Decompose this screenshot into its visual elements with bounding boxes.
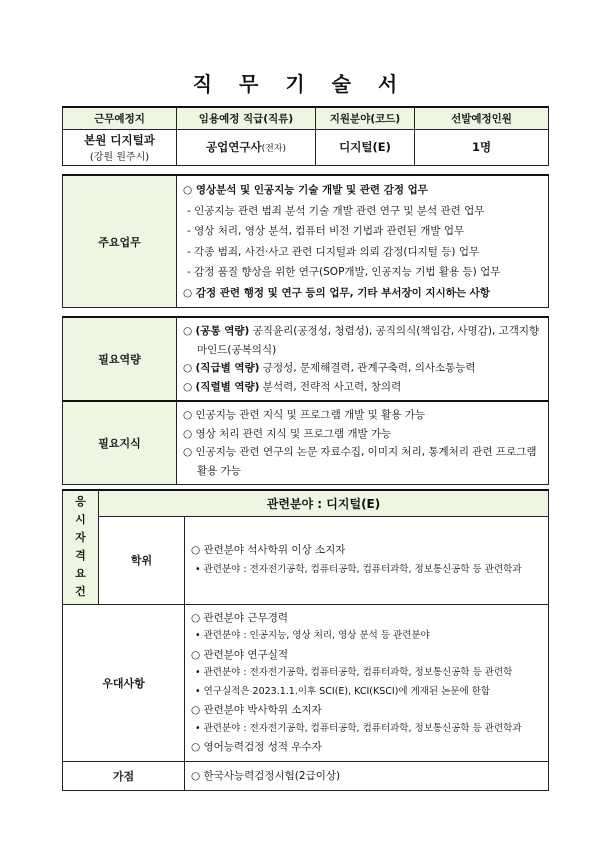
duty-line: - 인공지능 관련 범죄 분석 기술 개발 관련 연구 및 분석 관련 업무 xyxy=(187,204,485,217)
preferred-content xyxy=(185,604,549,761)
summary-table xyxy=(62,106,549,166)
location-cell xyxy=(63,129,177,165)
header-count: 선발예정인원 xyxy=(415,107,549,129)
preferred-line: ○ 관련분야 박사학위 소지자 xyxy=(191,704,322,716)
rank-sub: (전자) xyxy=(261,144,286,154)
qualification-field-title: 관련분야 : 디지털(E) xyxy=(99,490,549,516)
preferred-line: • 관련분야 : 전자전기공학, 컴퓨터공학, 컴퓨터과학, 정보통신공학 등 관련학 xyxy=(195,667,513,678)
bonus-label: 가점 xyxy=(63,761,185,791)
duty-line: ○ 감정 관련 행정 및 연구 등의 업무, 기타 부서장이 지시하는 사항 xyxy=(183,286,490,299)
field-cell: 디지털(E) xyxy=(316,129,415,165)
preferred-line: • 관련분야 : 전자전기공학, 컴퓨터공학, 컴퓨터과학, 정보통신공학 등 관련학과 xyxy=(195,722,522,734)
header-rank: 임용예정 직급(직류) xyxy=(177,107,316,129)
page-title: 직 무 기 술 서 xyxy=(192,72,408,96)
degree-line: ○ 관련분야 석사학위 이상 소지자 xyxy=(191,544,346,556)
knowledge-line: ○ 인공지능 관련 연구의 논문 자료수집, 이미지 처리, 통계처리 관련 프로그램 xyxy=(183,446,537,458)
knowledge-content xyxy=(177,401,549,485)
duty-line: - 영상 처리, 영상 분석, 컴퓨터 비전 기법과 관련된 개발 업무 xyxy=(187,225,465,237)
degree-content xyxy=(185,516,549,604)
location-sub: (강원 원주시) xyxy=(89,151,150,163)
rank-main: 공업연구사 xyxy=(206,140,262,154)
header-location: 근무예정지 xyxy=(63,107,177,129)
duties-label: 주요업무 xyxy=(63,175,177,308)
bonus-content: ○ 한국사능력검정시험(2급이상) xyxy=(185,761,549,791)
qualification-vertical-label: 응 시 자 격 요 건 xyxy=(63,490,99,604)
competency-content xyxy=(177,317,549,401)
competency-line: ○ (직급별 역량) 긍정성, 문제해결력, 관계구축력, 의사소통능력 xyxy=(183,362,476,374)
competency-table xyxy=(62,316,549,401)
knowledge-line: ○ 인공지능 관련 지식 및 프로그램 개발 및 활용 가능 xyxy=(183,409,426,421)
duties-content xyxy=(177,175,549,308)
competency-line: ○ (공통 역량) 공직윤리(공정성, 청렴성), 공직의식(책임감, 사명감), 고객지향 xyxy=(183,325,540,337)
knowledge-label: 필요지식 xyxy=(63,401,177,485)
duty-line: ○ 영상분석 및 인공지능 기술 개발 및 관련 감정 업무 xyxy=(183,184,428,196)
degree-label: 학위 xyxy=(99,516,185,604)
knowledge-table xyxy=(62,400,549,485)
header-field: 지원분야(코드) xyxy=(316,107,415,129)
knowledge-line: ○ 영상 처리 관련 지식 및 프로그램 개발 가능 xyxy=(183,427,392,440)
knowledge-line: 활용 가능 xyxy=(197,464,241,477)
location-main: 본원 디지털과 xyxy=(84,132,155,147)
count-cell: 1명 xyxy=(415,129,549,165)
preferred-line: ○ 관련분야 연구실적 xyxy=(191,648,288,661)
duty-line: - 각종 범죄, 사건·사고 관련 디지털과 의뢰 감정(디지털 등) 업무 xyxy=(187,245,480,258)
preferred-line: • 연구실적은 2023.1.1.이후 SCI(E), KCI(KSCI)에 게재된 논문에 한함 xyxy=(195,685,491,697)
competency-label: 필요역량 xyxy=(63,317,177,401)
preferred-label: 우대사항 xyxy=(63,604,185,761)
competency-line: 마인드(공복의식) xyxy=(197,343,277,356)
qualification-table xyxy=(62,489,549,791)
duties-table xyxy=(62,174,549,308)
preferred-line: • 관련분야 : 인공지능, 영상 처리, 영상 분석 등 관련분야 xyxy=(195,630,430,641)
preferred-line: ○ 관련분야 근무경력 xyxy=(191,611,288,624)
rank-cell xyxy=(177,129,316,165)
degree-line: • 관련분야 : 전자전기공학, 컴퓨터공학, 컴퓨터과학, 정보통신공학 등 관련학과 xyxy=(195,564,522,575)
preferred-line: ○ 영어능력검정 성적 우수자 xyxy=(191,741,322,753)
duty-line: - 감정 품질 향상을 위한 연구(SOP개발, 인공지능 기법 활용 등) 업무 xyxy=(187,266,501,278)
competency-line: ○ (직렬별 역량) 분석력, 전략적 사고력, 창의력 xyxy=(183,380,402,393)
